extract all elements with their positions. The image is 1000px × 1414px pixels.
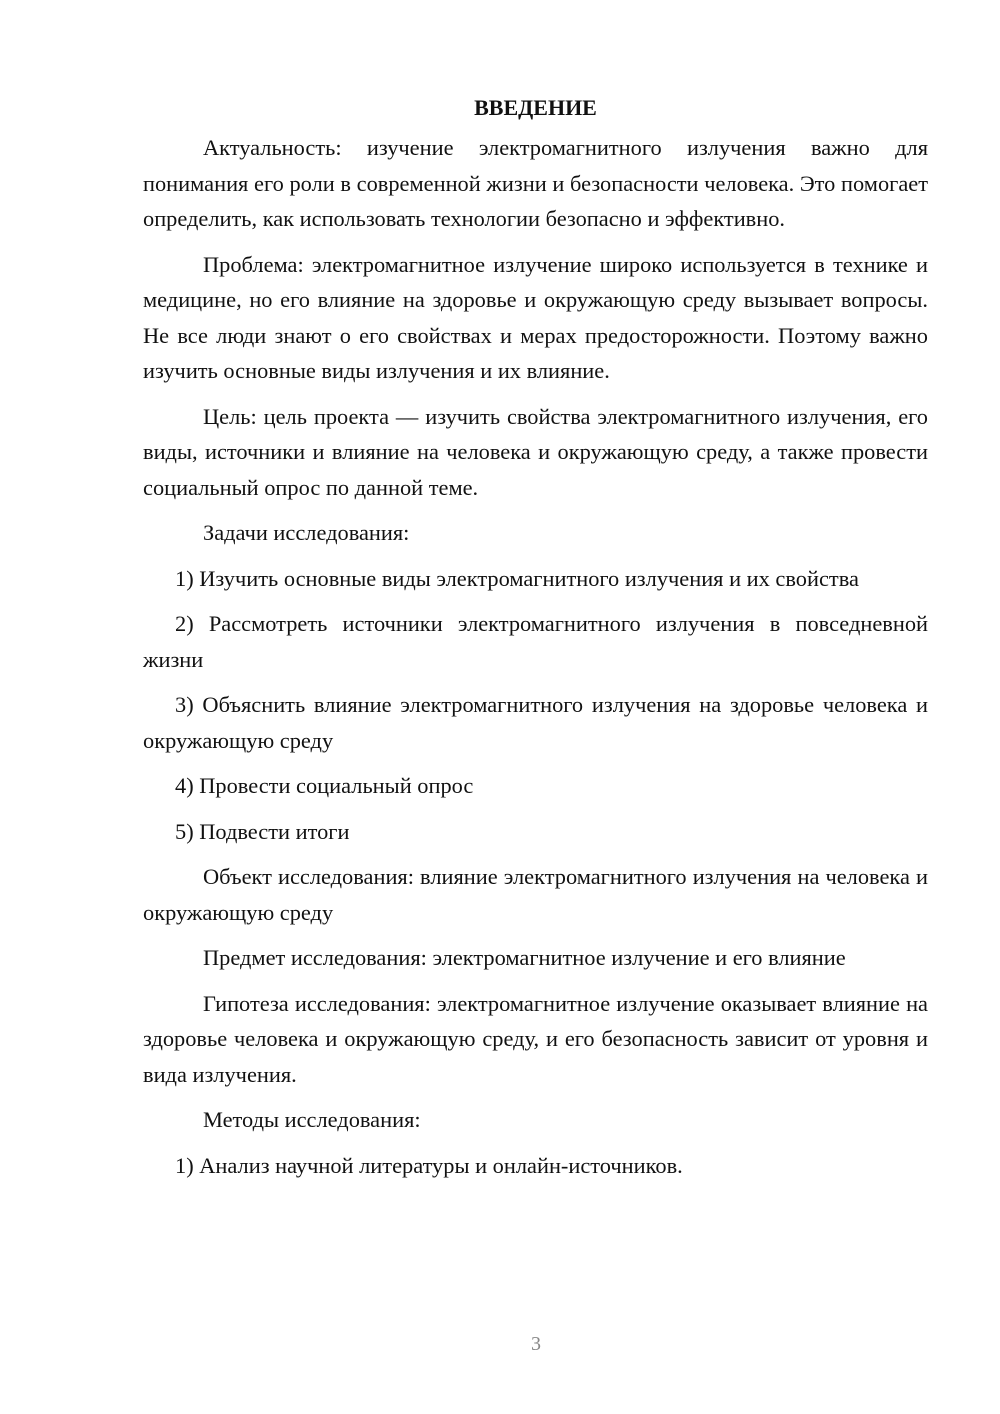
task-item: 3) Объяснить влияние электромагнитного излучения на здоровье человека и окружающую среду — [143, 692, 928, 753]
object-paragraph: Объект исследования: влияние электромагнитного излучения на человека и окружающую среду — [143, 864, 928, 925]
tasks-heading: Задачи исследования: — [203, 520, 410, 545]
document-page — [143, 92, 928, 1193]
method-item: 1) Анализ научной литературы и онлайн-источников. — [175, 1152, 683, 1178]
hypothesis-paragraph: Гипотеза исследования: электромагнитное излучение оказывает влияние на здоровье человека и окружающую среду, и его безопасность зависит от уровня и вида излучения. — [143, 990, 928, 1087]
relevance-paragraph: Актуальность: изучение электромагнитного излучения важно для понимания его роли в современной жизни и безопасности человека. Это помогает определить, как использовать технологии безопасно и эффективно. — [143, 135, 928, 231]
problem-paragraph: Проблема: электромагнитное излучение широко используется в технике и медицине, но его влияние на здоровье и окружающую среду вызывает вопросы. Не все люди знают о его свойствах и мерах предосторожности. Поэтому важно изучить основные виды излучения и их влияние. — [143, 251, 928, 383]
task-item: 2) Рассмотреть источники электромагнитного излучения в повседневной жизни — [143, 611, 928, 672]
subject-paragraph: Предмет исследования: электромагнитное излучение и его влияние — [203, 945, 846, 970]
task-item: 5) Подвести итоги — [175, 818, 350, 844]
page-number: 3 — [531, 1333, 541, 1355]
goal-paragraph: Цель: цель проекта — изучить свойства электромагнитного излучения, его виды, источники и влияние на человека и окружающую среду, а также провести социальный опрос по данной теме. — [143, 403, 928, 500]
task-item: 1) Изучить основные виды электромагнитного излучения и их свойства — [175, 565, 859, 591]
task-item: 4) Провести социальный опрос — [175, 773, 474, 798]
section-title: ВВЕДЕНИЕ — [474, 95, 597, 120]
methods-heading: Методы исследования: — [203, 1107, 421, 1132]
